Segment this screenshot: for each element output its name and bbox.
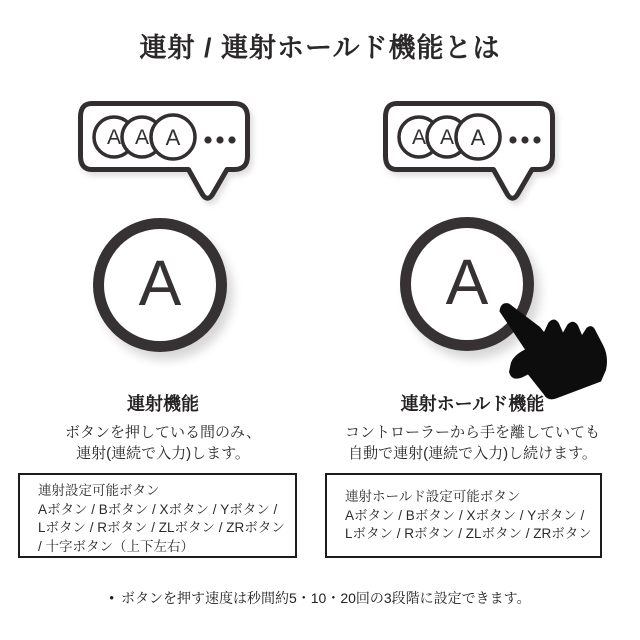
bullet-icon: • [109,590,114,605]
a-button-left [93,218,227,352]
left-speech-bubble-icon [78,101,250,210]
footnote [0,588,640,608]
right-heading: 連射ホールド機能 [400,394,545,414]
left-config-box-title: 連射設定可能ボタン [38,483,160,498]
right-config-box-title: 連射ホールド設定可能ボタン [345,489,521,504]
left-panel-text [30,390,296,464]
a-press-label: A [411,126,427,149]
a-press-label: A [134,126,150,149]
ellipsis-dot [228,136,235,143]
left-desc-line2: 連射(連続で入力)します。 [76,445,250,462]
right-panel-text [330,390,615,464]
right-config-box-line: Lボタン / Rボタン / ZLボタン / ZRボタン [345,526,592,541]
left-config-box-line: Aボタン / Bボタン / Xボタン / Yボタン / [38,501,278,517]
ellipsis-dot [204,136,211,143]
a-button-right-label: A [445,246,489,318]
a-press-label: A [106,126,122,149]
right-config-box-line: Aボタン / Bボタン / Xボタン / Yボタン / [345,507,585,523]
right-desc-line1: コントローラーから手を離していても [344,424,600,441]
a-press-label: A [470,125,486,150]
a-button-left-label: A [138,247,182,319]
left-config-box-line: / 十字ボタン（上下左右） [38,538,195,554]
ellipsis-dot [216,136,223,143]
ellipsis-dot [509,136,516,143]
left-config-box [18,473,297,558]
page-title: 連射 / 連射ホールド機能とは [139,33,501,63]
left-heading: 連射機能 [127,394,199,414]
a-press-label: A [165,125,181,150]
right-speech-bubble-icon [383,101,555,210]
right-desc-line2: 自動で連射(連続で入力)し続けます。 [348,445,597,462]
left-config-box-line: Lボタン / Rボタン / ZLボタン / ZRボタン [38,520,285,535]
ellipsis-dot [521,136,528,143]
ellipsis-dot [533,136,540,143]
footnote-text: ボタンを押す速度は秒間約5・10・20回の3段階に設定できます。 [120,590,531,606]
left-desc-line1: ボタンを押している間のみ、 [65,424,261,441]
a-press-label: A [439,126,455,149]
right-config-box [325,473,602,558]
